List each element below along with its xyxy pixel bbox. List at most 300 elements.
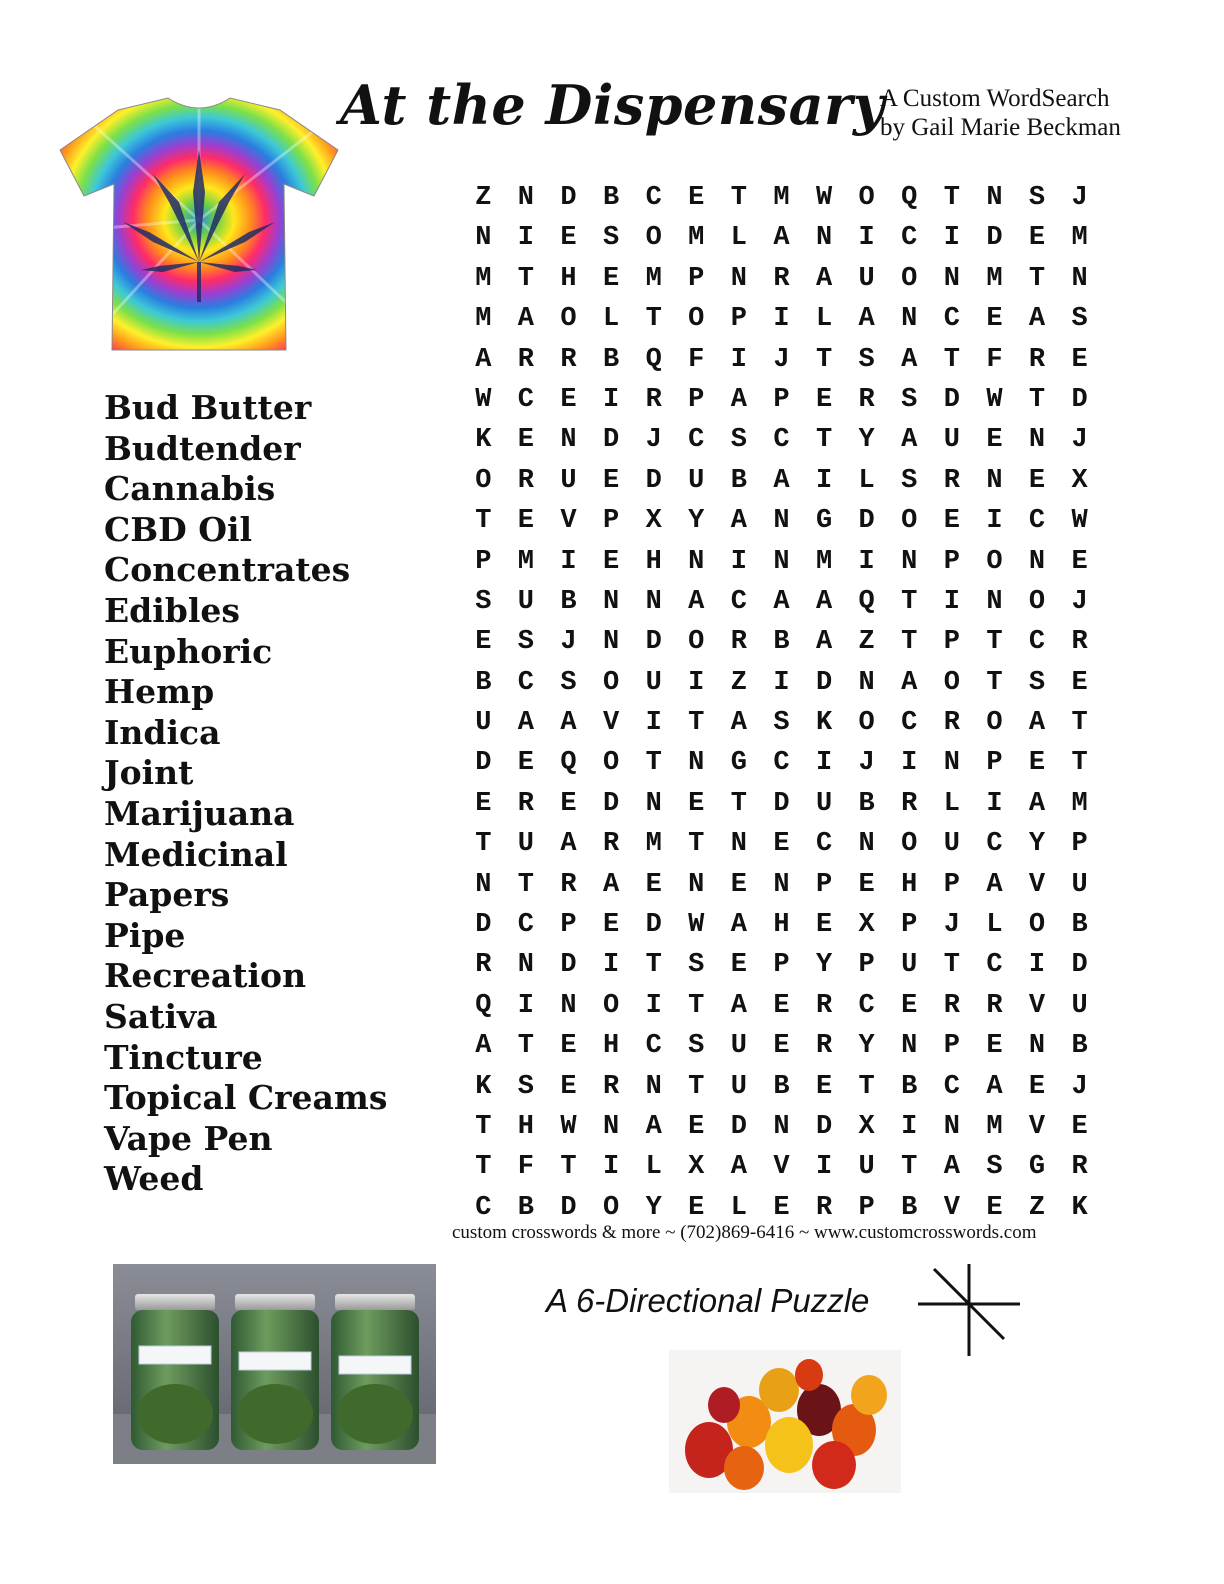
grid-letter: S: [688, 1031, 705, 1062]
grid-letter: E: [986, 425, 1003, 456]
grid-letter: C: [943, 304, 960, 335]
grid-letter: E: [815, 384, 833, 415]
grid-letter: N: [815, 223, 833, 254]
grid-letter: N: [858, 667, 875, 698]
grid-letter: T: [986, 667, 1003, 698]
grid-letter: R: [602, 1071, 620, 1102]
grid-letter: N: [645, 586, 662, 617]
grid-letter: Q: [645, 344, 662, 375]
grid-letter: I: [815, 1152, 833, 1183]
grid-letter: Y: [815, 950, 833, 981]
grid-letter: E: [773, 1192, 790, 1223]
grid-letter: N: [986, 183, 1003, 213]
grid-letter: E: [560, 1031, 577, 1062]
grid-letter: G: [1028, 1152, 1046, 1183]
grid-letter: E: [1028, 465, 1046, 496]
grid-letter: G: [730, 748, 747, 779]
grid-letter: C: [1028, 627, 1046, 658]
word-list-item: Joint: [104, 753, 194, 793]
grid-letter: I: [1028, 950, 1046, 981]
grid-letter: E: [517, 506, 534, 537]
grid-letter: U: [943, 829, 960, 860]
word-list-item: Tincture: [104, 1037, 263, 1077]
grid-letter: C: [475, 1192, 492, 1223]
grid-letter: R: [815, 1192, 833, 1223]
grid-letter: X: [1071, 465, 1088, 496]
grid-letter: L: [730, 1192, 747, 1223]
grid-letter: L: [645, 1152, 662, 1183]
grid-letter: O: [1028, 586, 1046, 617]
grid-letter: E: [1028, 1071, 1046, 1102]
grid-letter: A: [688, 586, 705, 617]
grid-letter: T: [815, 425, 833, 456]
grid-letter: P: [773, 950, 790, 981]
grid-letter: E: [602, 465, 620, 496]
grid-letter: A: [986, 869, 1003, 900]
grid-letter: A: [901, 425, 918, 456]
grid-letter: S: [1028, 667, 1046, 698]
word-list-item: Hemp: [104, 672, 215, 712]
grid-letter: M: [517, 546, 534, 577]
grid-letter: N: [773, 506, 790, 537]
grid-letter: H: [560, 263, 577, 294]
grid-letter: C: [517, 910, 534, 941]
grid-letter: C: [773, 748, 790, 779]
grid-letter: L: [602, 304, 620, 335]
grid-letter: K: [1071, 1192, 1088, 1223]
grid-letter: D: [730, 1111, 747, 1142]
grid-letter: D: [560, 950, 577, 981]
grid-letter: E: [858, 869, 875, 900]
grid-letter: A: [986, 1071, 1003, 1102]
grid-letter: T: [475, 1152, 492, 1183]
grid-letter: Q: [560, 748, 577, 779]
grid-letter: I: [858, 223, 875, 254]
grid-letter: A: [475, 1031, 492, 1062]
grid-letter: Z: [1028, 1192, 1046, 1223]
grid-letter: C: [858, 990, 875, 1021]
grid-letter: T: [475, 829, 492, 860]
grid-letter: X: [688, 1152, 705, 1183]
grid-letter: J: [560, 627, 577, 658]
grid-letter: D: [773, 788, 790, 819]
grid-letter: N: [645, 788, 662, 819]
grid-letter: T: [645, 748, 662, 779]
grid-letter: I: [901, 1111, 918, 1142]
grid-letter: S: [517, 627, 534, 658]
grid-letter: U: [730, 1071, 747, 1102]
grid-letter: P: [815, 869, 833, 900]
grid-letter: T: [1028, 384, 1046, 415]
grid-letter: Y: [688, 506, 705, 537]
grid-letter: C: [517, 667, 534, 698]
grid-letter: E: [688, 183, 705, 213]
grid-letter: N: [986, 465, 1003, 496]
grid-letter: U: [1071, 869, 1088, 900]
grid-letter: L: [815, 304, 833, 335]
grid-letter: Z: [475, 183, 492, 213]
grid-letter: A: [517, 708, 534, 739]
grid-letter: I: [986, 788, 1003, 819]
word-list-item: Pipe: [104, 915, 186, 955]
grid-letter: S: [901, 465, 918, 496]
grid-letter: B: [602, 344, 620, 375]
grid-letter: X: [858, 910, 875, 941]
grid-letter: O: [943, 667, 960, 698]
grid-letter: H: [602, 1031, 620, 1062]
grid-letter: N: [773, 869, 790, 900]
grid-letter: I: [645, 708, 662, 739]
grid-letter: U: [517, 586, 534, 617]
grid-letter: S: [688, 950, 705, 981]
grid-letter: N: [943, 263, 960, 294]
grid-letter: T: [475, 506, 492, 537]
grid-letter: I: [815, 748, 833, 779]
grid-letter: F: [517, 1152, 534, 1183]
grid-letter: I: [901, 748, 918, 779]
grid-letter: T: [901, 586, 918, 617]
grid-letter: O: [858, 708, 875, 739]
grid-letter: W: [815, 183, 833, 213]
grid-letter: A: [815, 627, 833, 658]
grid-letter: C: [815, 829, 833, 860]
grid-letter: T: [645, 304, 662, 335]
grid-letter: O: [602, 1192, 620, 1223]
grid-letter: I: [602, 1152, 620, 1183]
grid-letter: P: [943, 627, 960, 658]
grid-letter: T: [943, 183, 960, 213]
grid-letter: T: [1071, 708, 1088, 739]
grid-letter: R: [560, 869, 577, 900]
grid-letter: B: [560, 586, 577, 617]
grid-letter: R: [943, 708, 960, 739]
grid-letter: V: [560, 506, 577, 537]
grid-letter: B: [858, 788, 875, 819]
grid-letter: P: [943, 869, 960, 900]
grid-letter: S: [517, 1071, 534, 1102]
grid-letter: P: [730, 304, 747, 335]
grid-letter: V: [1028, 1111, 1046, 1142]
byline-line-2: by Gail Marie Beckman: [880, 114, 1121, 141]
grid-letter: S: [773, 708, 790, 739]
grid-letter: U: [688, 465, 705, 496]
grid-letter: O: [901, 506, 918, 537]
grid-letter: M: [1071, 223, 1088, 254]
grid-letter: N: [901, 1031, 918, 1062]
grid-letter: T: [901, 627, 918, 658]
grid-letter: T: [517, 263, 534, 294]
grid-letter: W: [986, 384, 1003, 415]
grid-letter: N: [560, 425, 577, 456]
grid-letter: U: [901, 950, 918, 981]
grid-letter: A: [1028, 304, 1046, 335]
grid-letter: R: [815, 1031, 833, 1062]
word-list-item: Budtender: [104, 428, 301, 468]
grid-letter: M: [815, 546, 833, 577]
grid-letter: H: [645, 546, 662, 577]
grid-letter: O: [602, 667, 620, 698]
grid-letter: T: [730, 183, 747, 213]
grid-letter: M: [1071, 788, 1088, 819]
word-list-item: CBD Oil: [104, 509, 253, 549]
grid-letter: E: [986, 1192, 1003, 1223]
grid-letter: N: [858, 829, 875, 860]
grid-letter: D: [986, 223, 1003, 254]
grid-letter: T: [815, 344, 833, 375]
grid-letter: D: [475, 910, 492, 941]
grid-letter: B: [602, 183, 620, 213]
grid-letter: A: [1028, 788, 1046, 819]
grid-letter: K: [475, 425, 492, 456]
grid-letter: E: [815, 1071, 833, 1102]
grid-letter: C: [517, 384, 534, 415]
grid-letter: A: [730, 384, 747, 415]
grid-letter: T: [645, 950, 662, 981]
grid-letter: B: [1071, 910, 1088, 941]
grid-letter: O: [901, 829, 918, 860]
grid-letter: A: [901, 344, 918, 375]
grid-letter: A: [773, 223, 790, 254]
grid-letter: T: [858, 1071, 875, 1102]
grid-letter: W: [688, 910, 705, 941]
grid-letter: A: [730, 506, 747, 537]
grid-letter: R: [1071, 627, 1088, 658]
grid-letter: V: [773, 1152, 790, 1183]
grid-letter: P: [943, 1031, 960, 1062]
grid-letter: T: [1071, 748, 1088, 779]
grid-letter: D: [602, 788, 620, 819]
word-list-item: Sativa: [104, 996, 218, 1036]
grid-letter: E: [602, 910, 620, 941]
grid-letter: S: [730, 425, 747, 456]
puzzle-title: At the Dispensary: [340, 73, 885, 137]
grid-letter: C: [986, 950, 1003, 981]
grid-letter: N: [943, 748, 960, 779]
word-list-item: Topical Creams: [104, 1078, 388, 1118]
grid-letter: E: [1071, 344, 1088, 375]
grid-letter: T: [688, 829, 705, 860]
grid-letter: P: [475, 546, 492, 577]
grid-letter: W: [1071, 506, 1088, 537]
grid-letter: A: [1028, 708, 1046, 739]
grid-letter: W: [560, 1111, 577, 1142]
grid-letter: S: [1028, 183, 1046, 213]
grid-letter: N: [517, 183, 534, 213]
grid-letter: A: [560, 708, 577, 739]
grid-letter: S: [858, 344, 875, 375]
grid-letter: T: [517, 1031, 534, 1062]
grid-letter: R: [858, 384, 875, 415]
word-list-item: Euphoric: [104, 631, 273, 671]
grid-letter: A: [773, 465, 790, 496]
grid-letter: T: [517, 869, 534, 900]
word-list-item: Weed: [104, 1159, 204, 1199]
grid-letter: C: [901, 223, 918, 254]
grid-letter: U: [943, 425, 960, 456]
grid-letter: A: [815, 263, 833, 294]
grid-letter: N: [602, 586, 620, 617]
grid-letter: O: [560, 304, 577, 335]
grid-letter: E: [1071, 667, 1088, 698]
grid-letter: E: [1071, 546, 1088, 577]
grid-letter: V: [1028, 869, 1046, 900]
grid-letter: B: [773, 1071, 790, 1102]
grid-letter: D: [602, 425, 620, 456]
grid-letter: E: [475, 788, 492, 819]
grid-letter: O: [645, 223, 662, 254]
grid-letter: J: [645, 425, 662, 456]
grid-letter: E: [688, 1111, 705, 1142]
grid-letter: F: [986, 344, 1003, 375]
grid-letter: E: [517, 748, 534, 779]
grid-letter: D: [645, 910, 662, 941]
grid-letter: E: [773, 990, 790, 1021]
grid-letter: T: [688, 1071, 705, 1102]
grid-letter: E: [517, 425, 534, 456]
grid-letter: N: [1028, 546, 1046, 577]
grid-letter: E: [560, 788, 577, 819]
grid-letter: R: [901, 788, 918, 819]
grid-letter: R: [943, 465, 960, 496]
grid-letter: K: [475, 1071, 492, 1102]
grid-letter: Y: [858, 1031, 875, 1062]
grid-letter: J: [943, 910, 960, 941]
grid-letter: L: [943, 788, 960, 819]
grid-letter: O: [986, 708, 1003, 739]
directions-icon: [914, 1264, 1024, 1360]
grid-letter: E: [730, 869, 747, 900]
grid-letter: N: [688, 748, 705, 779]
grid-letter: R: [517, 465, 534, 496]
grid-letter: E: [688, 788, 705, 819]
grid-letter: F: [688, 344, 705, 375]
grid-letter: M: [645, 829, 662, 860]
grid-letter: I: [602, 950, 620, 981]
grid-letter: P: [858, 1192, 875, 1223]
grid-letter: P: [943, 546, 960, 577]
grid-letter: R: [517, 344, 534, 375]
grid-letter: X: [858, 1111, 875, 1142]
grid-letter: E: [1028, 748, 1046, 779]
word-list: [104, 388, 424, 1200]
grid-letter: D: [645, 627, 662, 658]
grid-letter: D: [815, 1111, 833, 1142]
grid-letter: T: [986, 627, 1003, 658]
grid-letter: D: [475, 748, 492, 779]
grid-letter: N: [986, 586, 1003, 617]
grid-letter: N: [901, 304, 918, 335]
grid-letter: X: [645, 506, 662, 537]
grid-letter: E: [901, 990, 918, 1021]
grid-letter: V: [1028, 990, 1046, 1021]
grid-letter: Q: [858, 586, 875, 617]
grid-letter: U: [858, 263, 875, 294]
grid-letter: R: [602, 829, 620, 860]
grid-letter: N: [730, 829, 747, 860]
grid-letter: I: [815, 465, 833, 496]
word-list-item: Marijuana: [104, 793, 295, 833]
grid-letter: R: [986, 990, 1003, 1021]
grid-letter: E: [645, 869, 662, 900]
grid-letter: D: [560, 1192, 577, 1223]
grid-letter: E: [602, 546, 620, 577]
grid-letter: T: [688, 708, 705, 739]
grid-letter: N: [517, 950, 534, 981]
grid-letter: N: [475, 223, 492, 254]
grid-letter: E: [560, 223, 577, 254]
grid-letter: H: [901, 869, 918, 900]
grid-letter: Q: [475, 990, 492, 1021]
grid-letter: V: [943, 1192, 960, 1223]
grid-letter: S: [475, 586, 492, 617]
grid-letter: O: [602, 748, 620, 779]
byline-line-1: A Custom WordSearch: [880, 85, 1110, 112]
grid-letter: I: [730, 546, 747, 577]
grid-letter: M: [986, 1111, 1003, 1142]
grid-letter: P: [858, 950, 875, 981]
grid-letter: Q: [901, 183, 918, 213]
grid-letter: Z: [730, 667, 747, 698]
grid-letter: S: [1071, 304, 1088, 335]
grid-letter: L: [858, 465, 875, 496]
grid-letter: Y: [1028, 829, 1046, 860]
grid-letter: J: [1071, 183, 1088, 213]
grid-letter: R: [1028, 344, 1046, 375]
word-list-item: Edibles: [104, 590, 240, 630]
grid-letter: P: [560, 910, 577, 941]
grid-letter: D: [815, 667, 833, 698]
grid-letter: E: [475, 627, 492, 658]
grid-letter: N: [688, 869, 705, 900]
grid-letter: P: [1071, 829, 1088, 860]
grid-letter: D: [943, 384, 960, 415]
grid-letter: A: [943, 1152, 960, 1183]
grid-letter: T: [560, 1152, 577, 1183]
grid-letter: E: [773, 829, 790, 860]
grid-letter: R: [1071, 1152, 1088, 1183]
word-list-item: Medicinal: [104, 834, 288, 874]
word-list-item: Vape Pen: [104, 1118, 273, 1158]
grid-letter: O: [688, 304, 705, 335]
grid-letter: I: [517, 990, 534, 1021]
word-list-item: Concentrates: [104, 550, 351, 590]
grid-letter: T: [943, 950, 960, 981]
word-list-item: Indica: [104, 712, 221, 752]
grid-letter: O: [858, 183, 875, 213]
grid-letter: E: [943, 506, 960, 537]
grid-letter: N: [560, 990, 577, 1021]
grid-letter: C: [986, 829, 1003, 860]
grid-letter: I: [773, 304, 790, 335]
grid-letter: L: [986, 910, 1003, 941]
grid-letter: N: [1028, 425, 1046, 456]
grid-letter: D: [1071, 384, 1088, 415]
grid-letter: U: [730, 1031, 747, 1062]
grid-letter: A: [730, 708, 747, 739]
grid-letter: I: [517, 223, 534, 254]
grid-letter: A: [645, 1111, 662, 1142]
grid-letter: N: [1071, 263, 1088, 294]
grid-letter: I: [730, 344, 747, 375]
grid-letter: S: [560, 667, 577, 698]
grid-letter: H: [773, 910, 790, 941]
grid-letter: R: [773, 263, 790, 294]
grid-letter: B: [901, 1071, 918, 1102]
grid-letter: D: [560, 183, 577, 213]
grid-letter: A: [730, 910, 747, 941]
grid-letter: R: [560, 344, 577, 375]
grid-letter: P: [688, 263, 705, 294]
